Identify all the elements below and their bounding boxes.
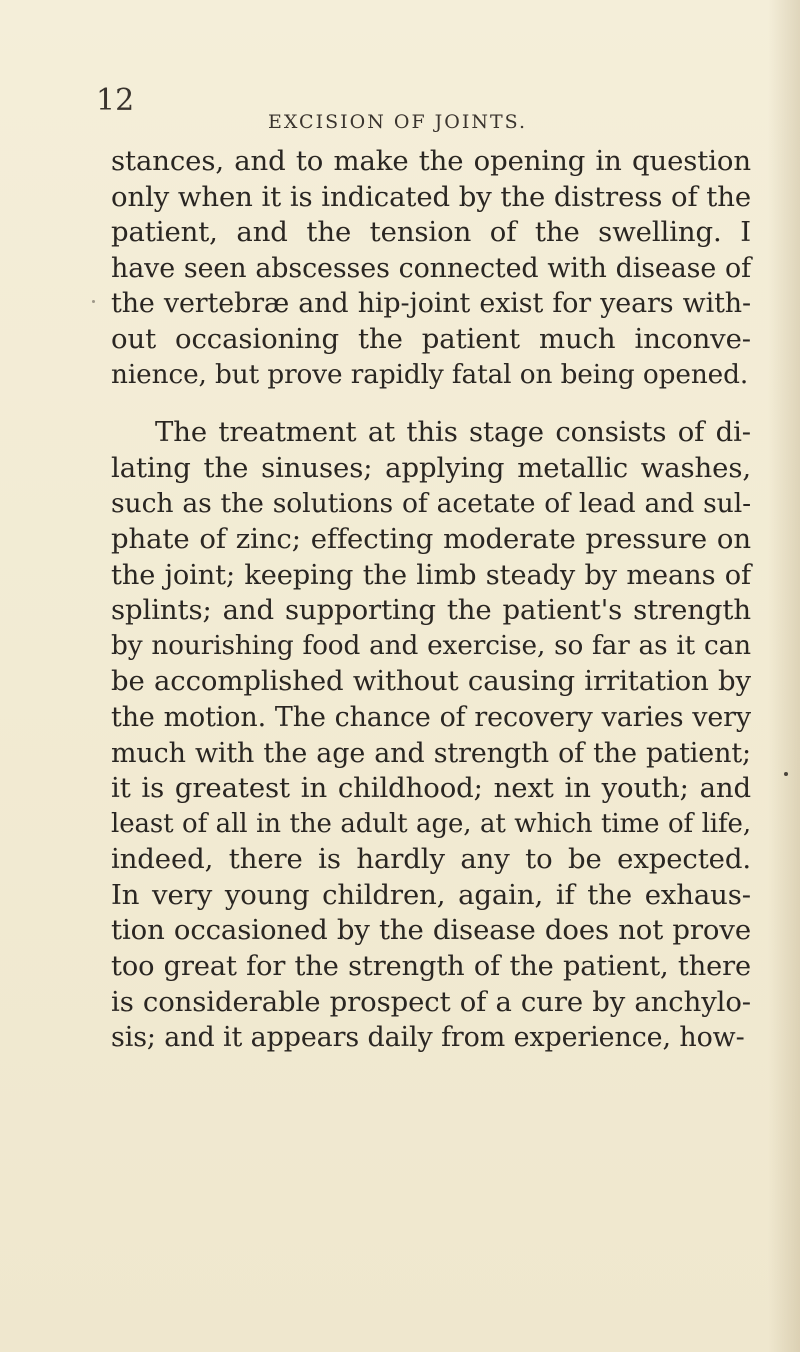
text-line: In very young children, again, if the exhaus- bbox=[111, 878, 751, 911]
text-line: The treatment at this stage consists of di- bbox=[155, 416, 751, 449]
text-line: by nourishing food and exercise, so far as it can bbox=[111, 630, 751, 661]
body-text bbox=[111, 144, 751, 1056]
text-line: nience, but prove rapidly fatal on being opened. bbox=[111, 359, 749, 390]
running-head: EXCISION OF JOINTS. bbox=[268, 111, 528, 133]
text-line: out occasioning the patient much inconve- bbox=[111, 322, 751, 355]
page-number: 12 bbox=[96, 83, 135, 118]
text-line: least of all in the adult age, at which time of life, bbox=[111, 808, 751, 839]
text-line: patient, and the tension of the swelling. I bbox=[111, 216, 751, 249]
text-line: be accomplished without causing irritation by bbox=[111, 665, 751, 698]
text-line: only when it is indicated by the distress of the bbox=[111, 180, 751, 213]
text-line: lating the sinuses; applying metallic washes, bbox=[111, 451, 751, 484]
text-line: the vertebræ and hip-joint exist for years with- bbox=[111, 288, 751, 320]
text-line: tion occasioned by the disease does not prove bbox=[111, 914, 751, 947]
text-line: indeed, there is hardly any to be expected. bbox=[111, 843, 751, 876]
paper-speck bbox=[92, 300, 95, 303]
text-line: such as the solutions of acetate of lead and sul- bbox=[111, 488, 751, 520]
paragraph-2 bbox=[111, 415, 751, 1056]
text-line: stances, and to make the opening in question bbox=[111, 145, 751, 177]
text-line: the motion. The chance of recovery varies very bbox=[111, 701, 751, 733]
paragraph-gap bbox=[111, 393, 751, 415]
text-line: splints; and supporting the patient's strength bbox=[111, 594, 751, 627]
paper-speck bbox=[784, 772, 788, 776]
paragraph-1 bbox=[111, 144, 751, 393]
text-line: have seen abscesses connected with disease of bbox=[111, 252, 751, 284]
text-line: is considerable prospect of a cure by anchylo- bbox=[111, 985, 751, 1018]
text-line: it is greatest in childhood; next in youth; and bbox=[111, 772, 751, 805]
text-line: too great for the strength of the patient, there bbox=[111, 951, 751, 983]
text-line: sis; and it appears daily from experience, how- bbox=[111, 1022, 745, 1054]
text-line: phate of zinc; effecting moderate pressure on bbox=[111, 522, 751, 555]
text-line: the joint; keeping the limb steady by means of bbox=[111, 559, 751, 591]
text-line: much with the age and strength of the patient; bbox=[111, 737, 751, 769]
